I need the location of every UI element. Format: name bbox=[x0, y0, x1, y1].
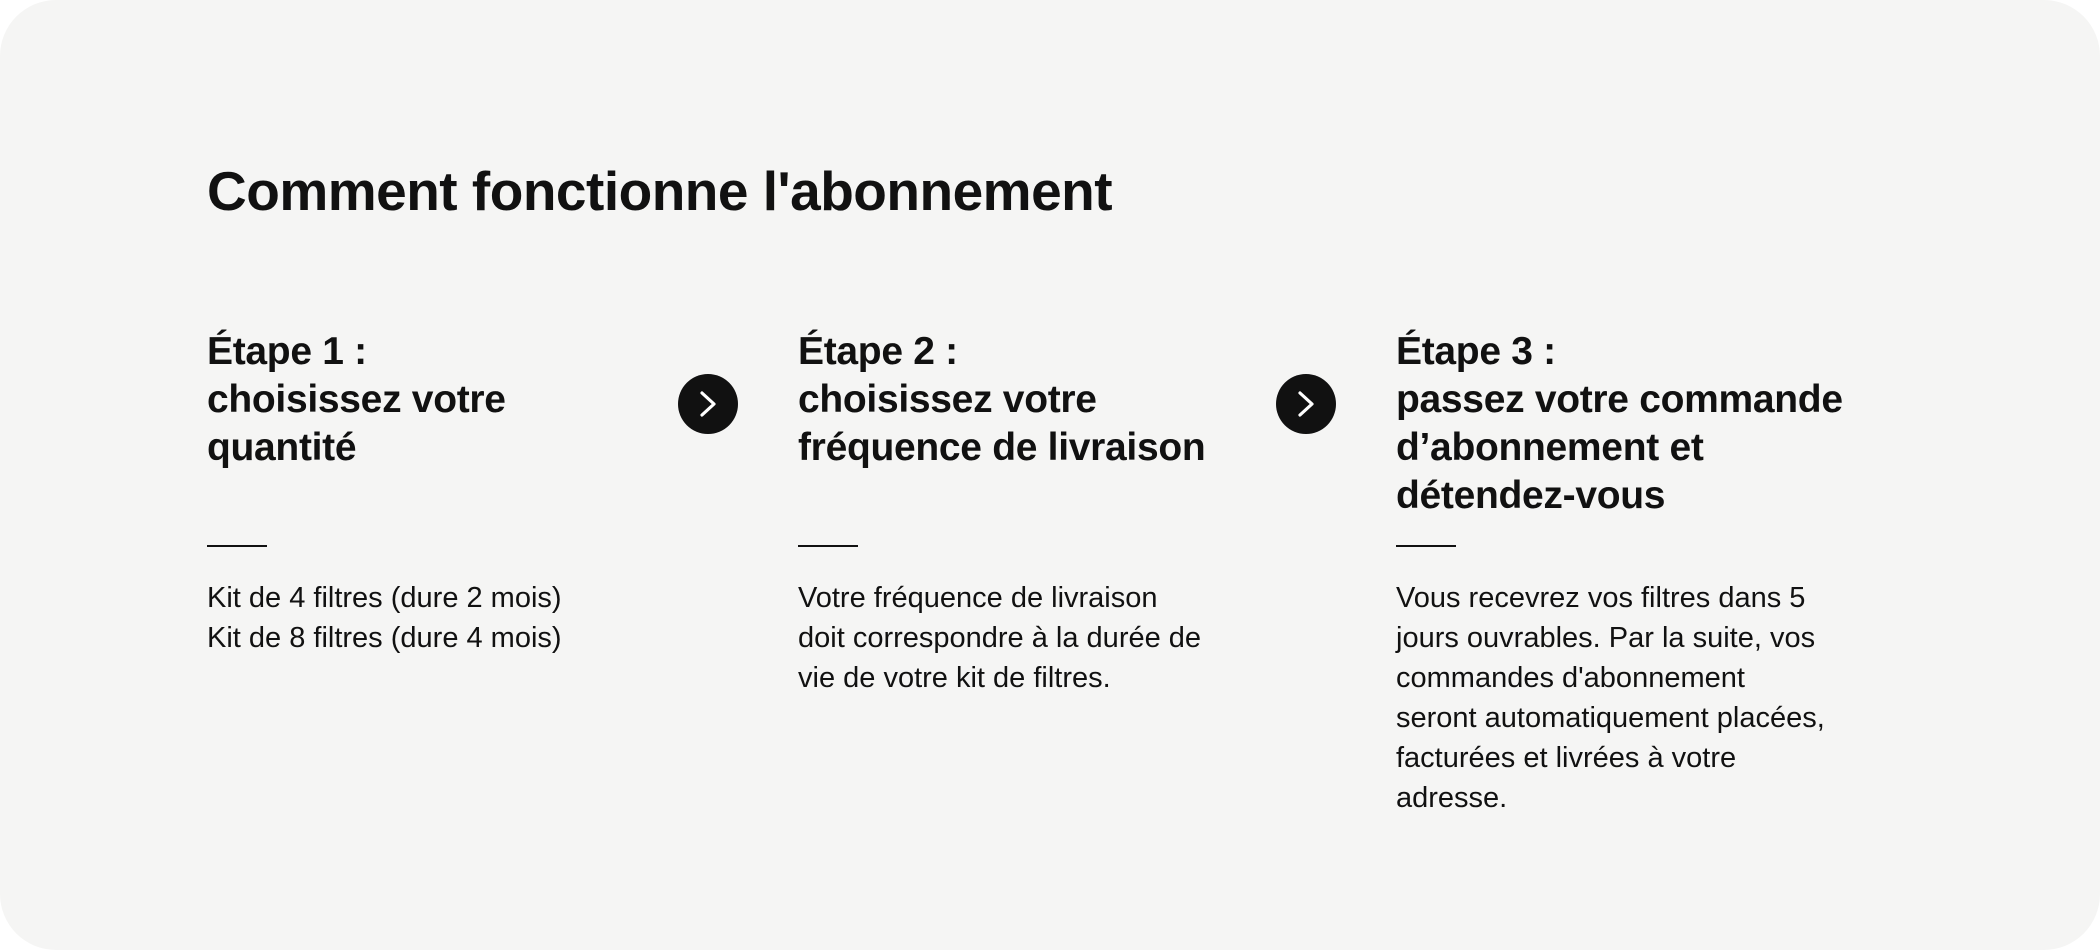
step-3-description bbox=[1396, 578, 1825, 818]
step-2-heading-line: Étape 2 : bbox=[798, 330, 958, 373]
step-3-heading-line: détendez-vous bbox=[1396, 474, 1666, 517]
step-3-heading-line: d’abonnement et bbox=[1396, 426, 1704, 469]
step-3-description-line: adresse. bbox=[1396, 782, 1508, 814]
step-1-description bbox=[207, 578, 562, 658]
chevron-right-icon bbox=[1293, 390, 1319, 418]
step-1-description-line: Kit de 8 filtres (dure 4 mois) bbox=[207, 622, 562, 654]
step-1 bbox=[207, 328, 506, 472]
step-1-heading-line: choisissez votre bbox=[207, 378, 506, 421]
step-1-description-line: Kit de 4 filtres (dure 2 mois) bbox=[207, 582, 562, 614]
step-3-heading-line: passez votre commande bbox=[1396, 378, 1843, 421]
step-2-divider bbox=[798, 545, 858, 547]
step-2-description-line: doit correspondre à la durée de bbox=[798, 622, 1202, 654]
step-2-heading-line: fréquence de livraison bbox=[798, 426, 1206, 469]
step-3-divider bbox=[1396, 545, 1456, 547]
step-1-divider bbox=[207, 545, 267, 547]
chevron-right-icon bbox=[695, 390, 721, 418]
step-2-heading-line: choisissez votre bbox=[798, 378, 1097, 421]
step-2-heading bbox=[798, 328, 1205, 472]
step-3-heading bbox=[1396, 328, 1843, 520]
step-1-heading bbox=[207, 328, 506, 472]
step-1-heading-line: Étape 1 : bbox=[207, 330, 367, 373]
step-3-description-line: commandes d'abonnement bbox=[1396, 662, 1745, 694]
step-2-description-line: vie de votre kit de filtres. bbox=[798, 662, 1111, 694]
step-1-heading-line: quantité bbox=[207, 426, 357, 469]
step-2-description-line: Votre fréquence de livraison bbox=[798, 582, 1158, 614]
step-3-description-line: Vous recevrez vos filtres dans 5 bbox=[1396, 582, 1806, 614]
step-2 bbox=[798, 328, 1205, 472]
step-arrow-1 bbox=[678, 374, 738, 434]
step-3-heading-line: Étape 3 : bbox=[1396, 330, 1556, 373]
step-3-description-line: facturées et livrées à votre bbox=[1396, 742, 1737, 774]
step-3-description-line: jours ouvrables. Par la suite, vos bbox=[1396, 622, 1816, 654]
step-arrow-2 bbox=[1276, 374, 1336, 434]
step-3 bbox=[1396, 328, 1843, 520]
step-2-description bbox=[798, 578, 1201, 698]
section-title: Comment fonctionne l'abonnement bbox=[207, 160, 1113, 222]
step-3-description-line: seront automatiquement placées, bbox=[1396, 702, 1825, 734]
